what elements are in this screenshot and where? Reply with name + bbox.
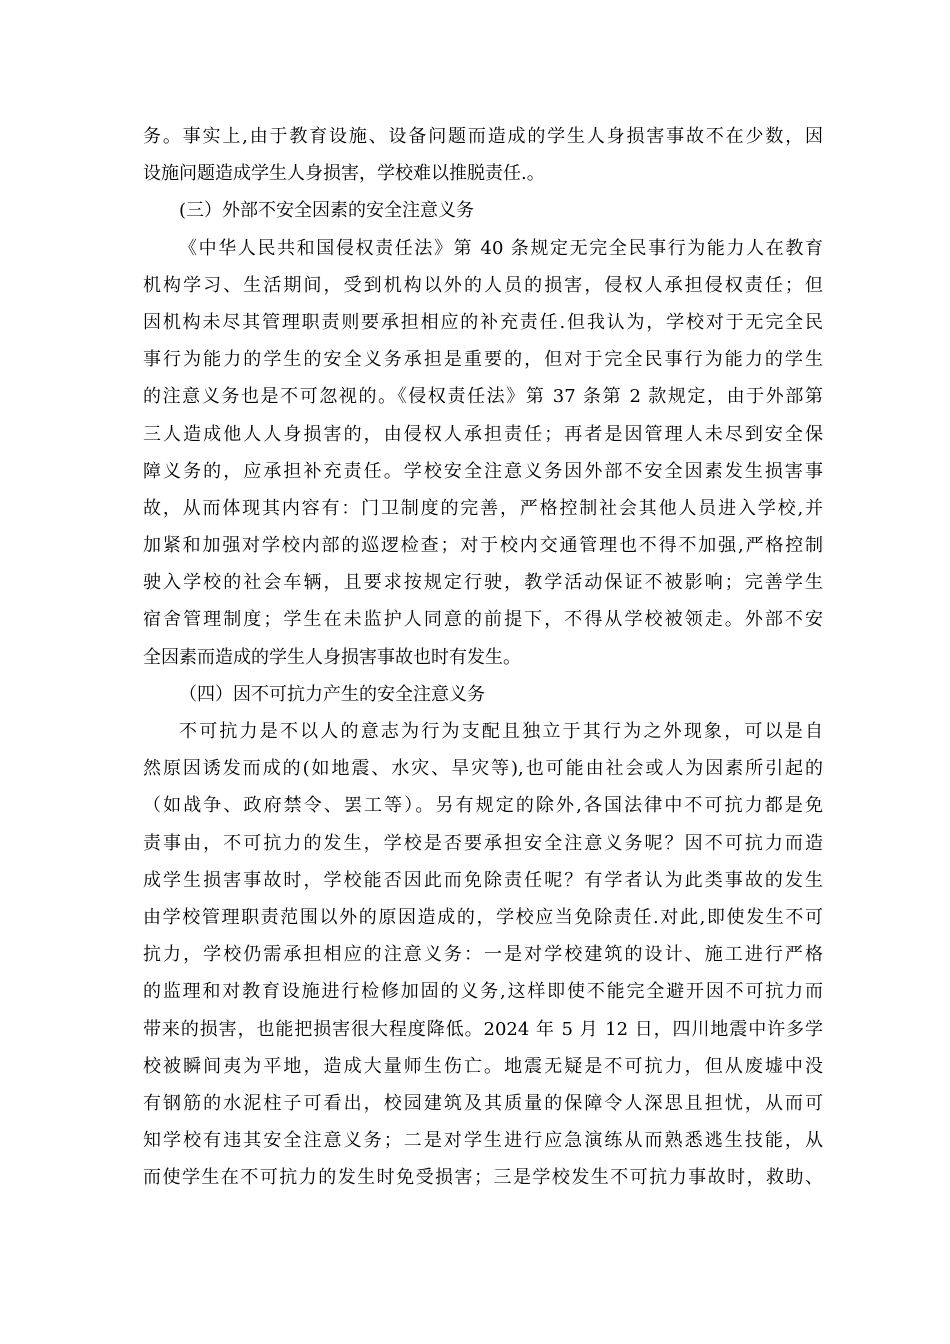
text-line: 故，从而体现其内容有：门卫制度的完善，严格控制社会其他人员进入学校,并: [143, 497, 823, 519]
text-line: 带来的损害，也能把损害很大程度降低。2024 年 5 月 12 日，四川地震中许多学: [143, 1018, 823, 1040]
text-line: 不可抗力是不以人的意志为行为支配且独立于其行为之外现象，可以是自: [179, 721, 823, 742]
text-line: 驶入学校的社会车辆，且要求按规定行驶，教学活动保证不被影响；完善学生: [143, 572, 823, 594]
text-line: 设施问题造成学生人身损害，学校难以推脱责任.。: [143, 163, 545, 185]
text-line: 宿舍管理制度；学生在未监护人同意的前提下，不得从学校被领走。外部不安: [143, 609, 823, 631]
text-line: 《中华人民共和国侵权责任法》第 40 条规定无完全民事行为能力人在教育: [179, 237, 823, 259]
text-line: 知学校有违其安全注意义务；二是对学生进行应急演练从而熟悉逃生技能，从: [143, 1130, 823, 1152]
text-line: 有钢筋的水泥柱子可看出，校园建筑及其质量的保障令人深思且担忧，从而可: [143, 1092, 823, 1114]
text-line: 三人造成他人人身损害的，由侵权人承担责任；再者是因管理人未尽到安全保: [143, 423, 823, 445]
text-line: 校被瞬间夷为平地，造成大量师生伤亡。地震无疑是不可抗力，但从废墟中没: [143, 1055, 823, 1077]
text-line: 然原因诱发而成的(如地震、水灾、旱灾等),也可能由社会或人为因素所引起的: [143, 758, 823, 780]
text-line: 的监理和对教育设施进行检修加固的义务,这样即使不能完全避开因不可抗力而: [143, 981, 823, 1003]
text-line: 机构学习、生活期间，受到机构以外的人员的损害，侵权人承担侵权责任；但: [143, 274, 823, 296]
text-line: 成学生损害事故时，学校能否因此而免除责任呢？有学者认为此类事故的发生: [143, 869, 823, 891]
text-line: 障义务的，应承担补充责任。学校安全注意义务因外部不安全因素发生损害事: [143, 460, 823, 482]
text-line: 由学校管理职责范围以外的原因造成的，学校应当免除责任.对此,即使发生不可: [143, 906, 823, 928]
text-line: 而使学生在不可抗力的发生时免受损害；三是学校发生不可抗力事故时，救助、: [143, 1167, 823, 1189]
text-line: 务。事实上,由于教育设施、设备问题而造成的学生人身损害事故不在少数，因: [143, 126, 823, 147]
text-line: 抗力，学校仍需承担相应的注意义务：一是对学校建筑的设计、施工进行严格: [143, 944, 823, 966]
text-line: 责事由，不可抗力的发生，学校是否要承担安全注意义务呢？因不可抗力而造: [143, 832, 823, 854]
text-line: 事行为能力的学生的安全义务承担是重要的，但对于完全民事行为能力的学生: [143, 349, 823, 371]
text-line: 加紧和加强对学校内部的巡逻检查；对于校内交通管理也不得不加强,严格控制: [143, 535, 823, 557]
text-line: (三）外部不安全因素的安全注意义务: [179, 200, 475, 222]
text-line: 全因素而造成的学生人身损害事故也时有发生。: [143, 646, 521, 668]
text-line: 因机构未尽其管理职责则要承担相应的补充责任.但我认为，学校对于无完全民: [143, 311, 823, 333]
document-body: [143, 118, 823, 1196]
text-line: （四）因不可抗力产生的安全注意义务: [179, 683, 485, 705]
text-line: （如战争、政府禁令、罢工等）。另有规定的除外,各国法律中不可抗力都是免: [143, 795, 823, 817]
text-line: 的注意义务也是不可忽视的。《侵权责任法》第 37 条第 2 款规定，由于外部第: [143, 386, 823, 408]
